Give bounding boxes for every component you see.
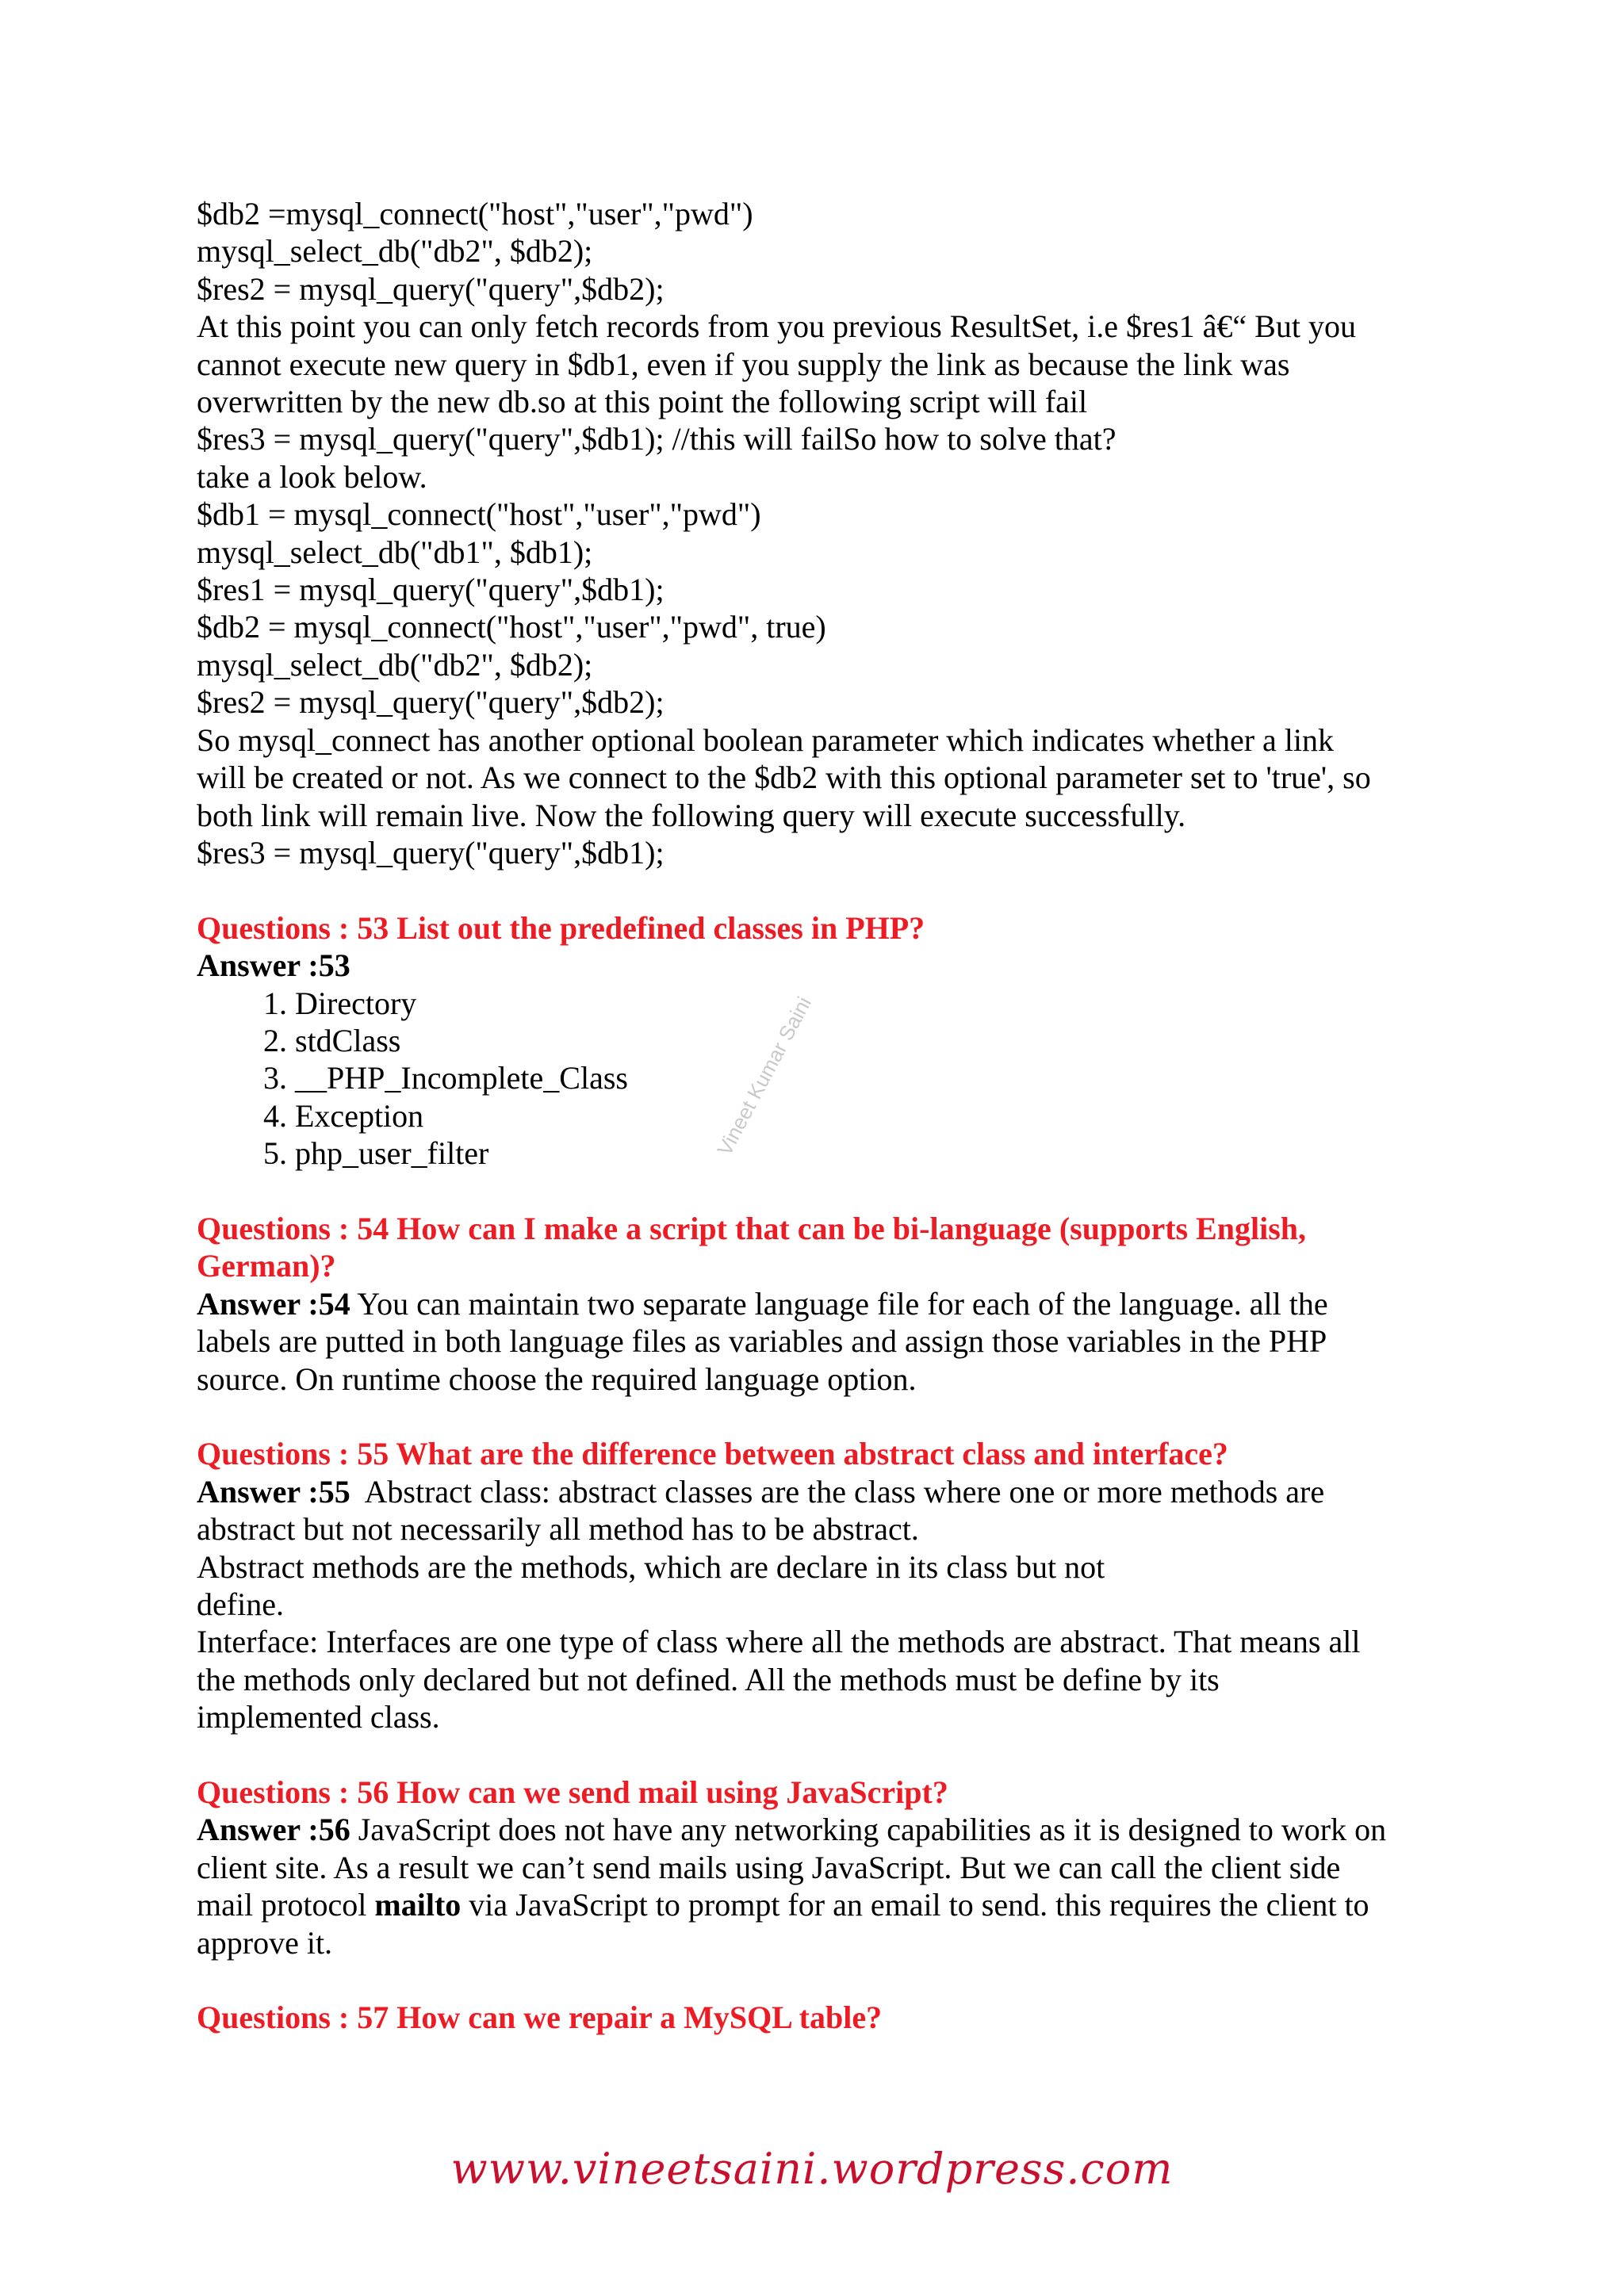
question-53-section bbox=[197, 909, 1434, 1173]
answer-line: define. bbox=[197, 1586, 284, 1622]
answer-line: Interface: Interfaces are one type of class where all the methods are abstract. That means all bbox=[197, 1624, 1361, 1660]
question-56-section bbox=[197, 1774, 1434, 1961]
question-54-section bbox=[197, 1210, 1434, 1398]
question-heading: Questions : 57 How can we repair a MySQL table? bbox=[197, 1999, 883, 2036]
text-line: At this point you can only fetch records from you previous ResultSet, i.e $res1 â€“ But you bbox=[197, 308, 1356, 345]
text-line: mysql_select_db("db1", $db1); bbox=[197, 534, 593, 570]
question-57-section bbox=[197, 1999, 1434, 2036]
document-page bbox=[197, 195, 1434, 2037]
list-item: 1. Directory bbox=[295, 985, 1434, 1022]
answer-label: Answer :55 bbox=[197, 1473, 350, 1510]
answer-line: source. On runtime choose the required language option. bbox=[197, 1360, 917, 1397]
answer-line: client site. As a result we can’t send mails using JavaScript. But we can call the client side bbox=[197, 1849, 1341, 1885]
answer-text: JavaScript does not have any networking capabilities as it is designed to work on bbox=[350, 1812, 1387, 1848]
watermark-text: Vineet Kumar Saini bbox=[712, 993, 817, 1160]
text-line: $res3 = mysql_query("query",$db1); //this will failSo how to solve that? bbox=[197, 421, 1116, 457]
spacer bbox=[197, 1736, 1434, 1774]
list-item: 4. Exception bbox=[295, 1097, 1434, 1135]
text-line: $res3 = mysql_query("query",$db1); bbox=[197, 834, 665, 871]
text-line: $res2 = mysql_query("query",$db2); bbox=[197, 270, 665, 307]
question-heading: German)? bbox=[197, 1248, 336, 1284]
text-line: mysql_select_db("db2", $db2); bbox=[197, 646, 593, 683]
text-line: take a look below. bbox=[197, 458, 427, 495]
text-line: $db1 = mysql_connect("host","user","pwd") bbox=[197, 496, 761, 533]
question-heading: Questions : 55 What are the difference between abstract class and interface? bbox=[197, 1436, 1228, 1472]
text-line: $res2 = mysql_query("query",$db2); bbox=[197, 684, 665, 721]
answer-line: approve it. bbox=[197, 1924, 333, 1961]
question-55-section bbox=[197, 1435, 1434, 1735]
answer-text: mail protocol bbox=[197, 1887, 375, 1923]
question-heading: Questions : 53 List out the predefined classes in PHP? bbox=[197, 909, 925, 946]
spacer bbox=[197, 1961, 1434, 1999]
mailto-keyword: mailto bbox=[374, 1887, 462, 1923]
answer-line bbox=[197, 1473, 1434, 1510]
answer-line: labels are putted in both language files as variables and assign those variables in the PHP bbox=[197, 1323, 1327, 1360]
text-line: mysql_select_db("db2", $db2); bbox=[197, 233, 593, 270]
text-line: So mysql_connect has another optional boolean parameter which indicates whether a link bbox=[197, 721, 1335, 758]
code-intro-block bbox=[197, 195, 1434, 871]
list-item: 2. stdClass bbox=[295, 1022, 1434, 1059]
list-item: 5. php_user_filter bbox=[295, 1135, 1434, 1172]
spacer bbox=[197, 1398, 1434, 1435]
text-line: both link will remain live. Now the following query will execute successfully. bbox=[197, 797, 1186, 833]
answer-label: Answer :54 bbox=[197, 1285, 350, 1322]
answer-text: Abstract class: abstract classes are the class where one or more methods are bbox=[350, 1473, 1325, 1510]
spacer bbox=[197, 1173, 1434, 1210]
answer-text: You can maintain two separate language file for each of the language. all the bbox=[350, 1285, 1328, 1322]
footer-website-link[interactable]: www.vineetsaini.wordpress.com bbox=[450, 2144, 1174, 2194]
answer-line bbox=[197, 1886, 1434, 1923]
answer-text: via JavaScript to prompt for an email to send. this requires the client to bbox=[461, 1887, 1369, 1923]
answer-line: Abstract methods are the methods, which are declare in its class but not bbox=[197, 1548, 1105, 1585]
answer-line bbox=[197, 1285, 1434, 1322]
question-heading: Questions : 54 How can I make a script that can be bi-language (supports English, bbox=[197, 1210, 1307, 1246]
answer-line bbox=[197, 1811, 1434, 1848]
answer-line: abstract but not necessarily all method has to be abstract. bbox=[197, 1511, 919, 1548]
text-line: $db2 = mysql_connect("host","user","pwd", true) bbox=[197, 609, 826, 645]
answer-label: Answer :53 bbox=[197, 947, 350, 984]
answer-line: implemented class. bbox=[197, 1699, 440, 1735]
question-heading: Questions : 56 How can we send mail using JavaScript? bbox=[197, 1774, 948, 1810]
text-line: $db2 =mysql_connect("host","user","pwd") bbox=[197, 196, 753, 232]
answer-label: Answer :56 bbox=[197, 1812, 350, 1848]
spacer bbox=[197, 871, 1434, 909]
text-line: $res1 = mysql_query("query",$db1); bbox=[197, 572, 665, 608]
text-line: will be created or not. As we connect to the $db2 with this optional parameter set to 'true', so bbox=[197, 760, 1371, 796]
text-line: overwritten by the new db.so at this point the following script will fail bbox=[197, 384, 1088, 420]
list-item: 3. __PHP_Incomplete_Class bbox=[295, 1059, 1434, 1096]
answer-line: the methods only declared but not defined. All the methods must be define by its bbox=[197, 1661, 1220, 1697]
predefined-classes-list bbox=[197, 985, 1434, 1173]
text-line: cannot execute new query in $db1, even if you supply the link as because the link was bbox=[197, 346, 1290, 382]
